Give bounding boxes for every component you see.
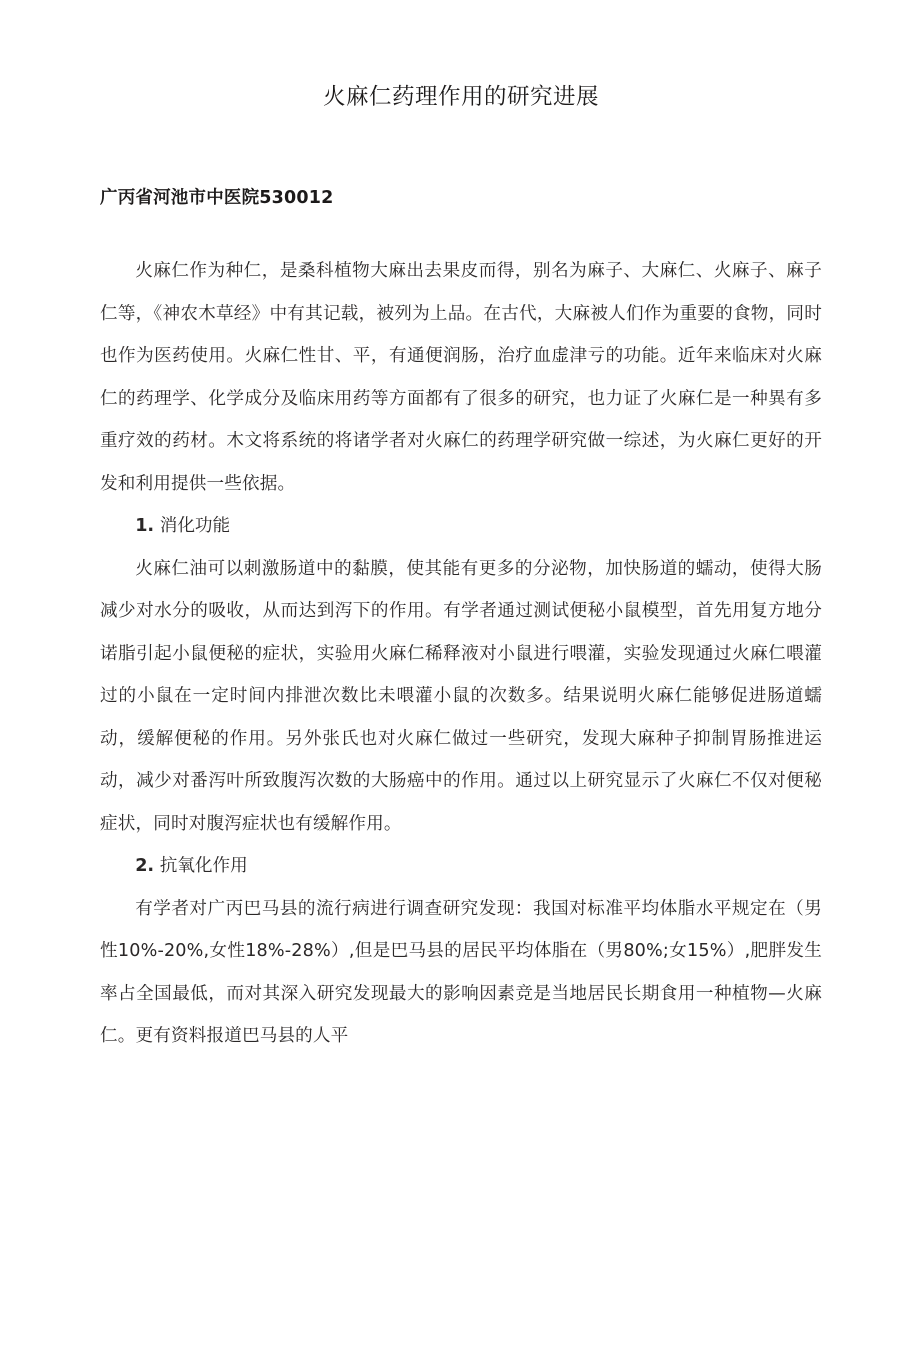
- section-title-2: 抗氧化作用: [159, 856, 248, 876]
- page-title: 火麻仁药理作用的研究进展: [322, 84, 599, 110]
- section-paragraph-2: 有学者对广丙巴马县的流行病进行调查研究发现：我国对标准平均体脂水平规定在（男性10%-20%,女性18%-28%）,但是巴马县的居民平均体脂在（男80%;女15%）,肥胖发生率占全国最低，而对其深入研究发现最大的影响因素竞是当地居民长期食用一种植物—火麻仁。更有资料报道巴马县的人平: [100, 898, 822, 1046]
- section-heading-2: [100, 845, 822, 888]
- document-content: [100, 0, 822, 1058]
- section-number-2: 2.: [135, 856, 155, 876]
- section-heading-1: [100, 505, 822, 548]
- author-affiliation: 广丙省河池市中医院530012: [100, 188, 334, 208]
- section-paragraph-1: 火麻仁油可以刺激肠道中的黏膜，使其能有更多的分泌物，加快肠道的蠕动，使得大肠减少对水分的吸收，从而达到泻下的作用。有学者通过测试便秘小鼠模型，首先用复方地分诺脂引起小鼠便秘的症状，实验用火麻仁稀释液对小鼠进行喂灌，实验发现通过火麻仁喂灌过的小鼠在一定时间内排泄次数比未喂灌小鼠的次数多。结果说明火麻仁能够促进肠道蠕动，缓解便秘的作用。另外张氏也对火麻仁做过一些研究，发现大麻种子抑制胃肠推进运动，减少对番泻叶所致腹泻次数的大肠癌中的作用。通过以上研究显示了火麻仁不仅对便秘症状，同时对腹泻症状也有缓解作用。: [100, 558, 822, 834]
- section-number-1: 1.: [135, 516, 155, 536]
- section-title-1: 消化功能: [159, 516, 231, 536]
- abstract-paragraph: 火麻仁作为种仁，是桑科植物大麻出去果皮而得，别名为麻子、大麻仁、火麻子、麻子仁等，《神农木草经》中有其记载，被列为上品。在古代，大麻被人们作为重要的食物，同时也作为医药使用。火麻仁性甘、平，有通便润肠，治疗血虚津亏的功能。近年来临床对火麻仁的药理学、化学成分及临床用药等方面都有了很多的研究，也力证了火麻仁是一种異有多重疗效的药材。木文将系统的将诸学者对火麻仁的药理学研究做一综述，为火麻仁更好的开发和利用提供一些依据。: [100, 261, 822, 494]
